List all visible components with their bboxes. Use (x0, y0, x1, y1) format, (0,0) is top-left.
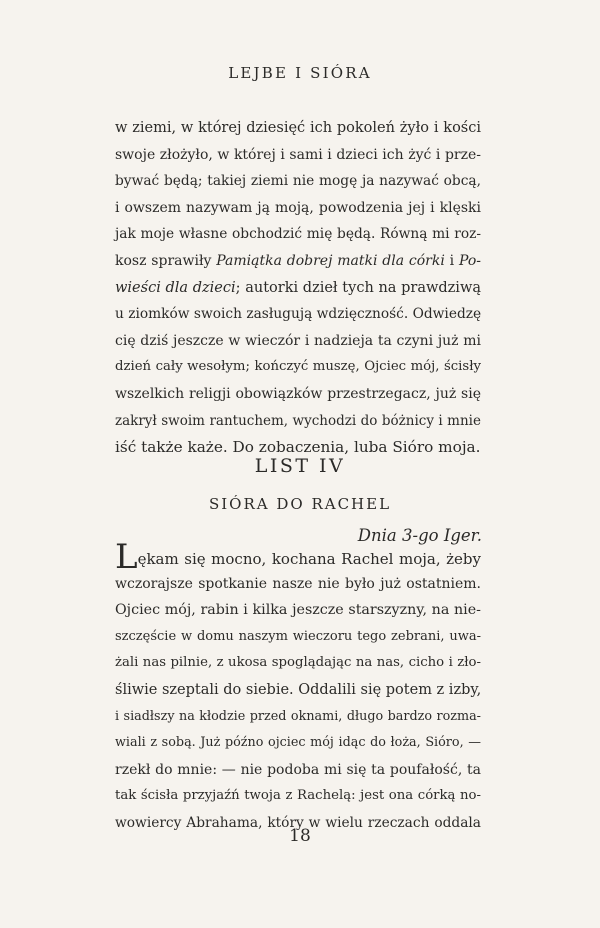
running-head: LEJBE I SIÓRA (228, 64, 372, 82)
text-line: i siadłszy na kłodzie przed oknami, długo bardzo rozma- (115, 708, 481, 724)
text-line: Ojciec mój, rabin i kilka jeszcze starszyzny, na nie- (115, 602, 481, 619)
letter-body (115, 537, 482, 837)
text-line: żali nas pilnie, z ukosa spoglądając na nas, cicho i zło- (115, 655, 481, 671)
text-line: iść także każe. Do zobaczenia, luba Sióro moja. (115, 438, 481, 457)
text-line: wiali z sobą. Już późno ojciec mój idąc do łoża, Sióro, — (115, 735, 481, 751)
dateline: Dnia 3-go Iger. (357, 526, 482, 545)
text-line: jak moje własne obchodzić mię będą. Równą mi roz- (115, 226, 481, 243)
book-title: Pamiątka dobrej matki dla córki (216, 252, 445, 269)
text-line: szczęście w domu naszym wieczoru tego zebrani, uwa- (115, 628, 481, 644)
text-line: śliwie szeptali do siebie. Oddalili się potem z izby, (115, 681, 482, 698)
text-line: w ziemi, w której dziesięć ich pokoleń żyło i kości (115, 120, 481, 136)
text-line: zakrył swoim rantuchem, wychodzi do bóżnicy i mnie (115, 412, 481, 429)
text-fragment: ękam się mocno, kochana Rachel moja, żeby (137, 550, 481, 568)
text-line: i owszem nazywam ją moją, powodzenia jej i klęski (115, 199, 481, 216)
text-line: bywać będą; takiej ziemi nie mogę ja nazywać obcą, (115, 173, 481, 190)
text-line: wszelkich religji obowiązków przestrzegacz, już się (115, 385, 481, 402)
text-line (115, 275, 481, 302)
text-line: rzekł do mnie: — nie podoba mi się ta poufałość, ta (115, 761, 481, 778)
text-line: wczorajsze spotkanie nasze nie było już ostatniem. (115, 575, 481, 592)
text-fragment: i (444, 252, 459, 269)
page-number: 18 (289, 826, 311, 846)
text-line: wowiercy Abrahama, który w wielu rzeczach oddala (115, 814, 481, 831)
text-line: u ziomków swoich zasługują wdzięczność. Odwiedzę (115, 306, 482, 323)
text-fragment: kosz sprawiły (115, 252, 217, 269)
text-fragment: ; autorki dzieł tych na prawdziwą (235, 279, 482, 296)
text-line: cię dziś jeszcze w wieczór i nadzieja ta czyni już mi (115, 332, 481, 349)
text-line: swoje złożyło, w której i sami i dzieci ich żyć i prze- (115, 146, 481, 163)
book-title: wieści dla dzieci (115, 279, 236, 296)
chapter-heading: LIST IV (254, 455, 346, 477)
letter-heading: SIÓRA DO RACHEL (208, 495, 392, 513)
text-line (115, 537, 481, 577)
text-line: tak ścisła przyjaźń twoja z Rachelą: jest ona córką no- (115, 788, 481, 804)
drop-cap: L (115, 537, 138, 577)
paragraph-continued (115, 115, 481, 461)
text-line: dzień cały wesołym; kończyć muszę, Ojciec mój, ścisły (115, 359, 481, 375)
text-line (115, 248, 481, 275)
book-title: Po- (458, 252, 481, 269)
